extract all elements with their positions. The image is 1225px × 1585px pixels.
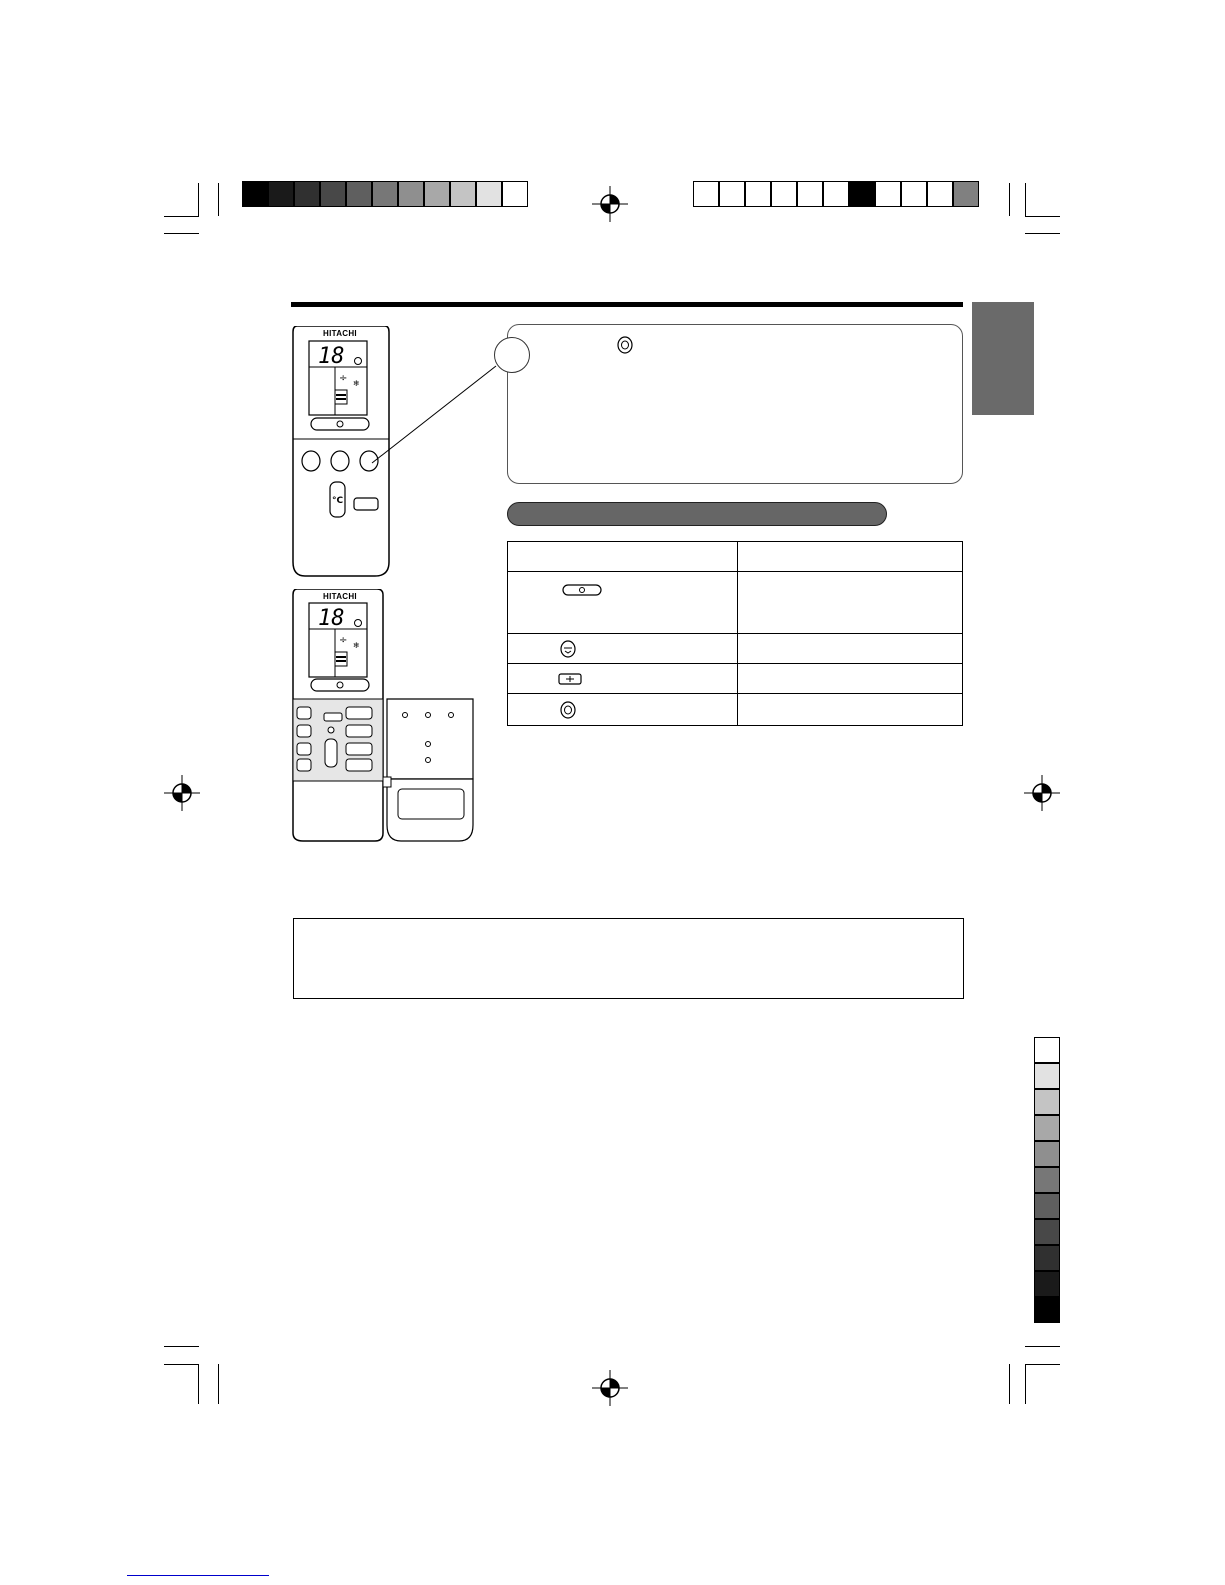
crop-mark xyxy=(1025,216,1060,217)
crop-mark xyxy=(1025,183,1026,216)
table-cell xyxy=(738,664,963,694)
color-swatch xyxy=(901,181,927,207)
color-swatch xyxy=(320,181,346,207)
color-swatch xyxy=(849,181,875,207)
timer-plus-icon xyxy=(558,673,582,685)
svg-text:÷: ÷ xyxy=(339,635,348,646)
crop-mark xyxy=(164,216,199,217)
crop-mark xyxy=(218,183,219,216)
color-swatch xyxy=(424,181,450,207)
table-cell xyxy=(738,572,963,634)
table-cell xyxy=(508,542,738,572)
color-swatch xyxy=(268,181,294,207)
crop-mark xyxy=(1025,1364,1026,1404)
crop-mark xyxy=(164,1346,199,1347)
crop-mark xyxy=(1025,1346,1060,1347)
crop-mark xyxy=(1025,233,1060,234)
table-row xyxy=(508,572,963,634)
color-swatch xyxy=(927,181,953,207)
remote-display-temp: 18 xyxy=(318,344,345,369)
swing-icon xyxy=(560,640,576,658)
color-swatch xyxy=(1034,1193,1060,1219)
color-swatch xyxy=(1034,1115,1060,1141)
table-row xyxy=(508,664,963,694)
instruction-box xyxy=(507,324,963,484)
table-cell xyxy=(508,694,738,726)
remote-brand-logo: HITACHI xyxy=(323,592,357,601)
color-swatch xyxy=(476,181,502,207)
registration-target-icon xyxy=(592,1370,628,1406)
table-cell xyxy=(508,572,738,634)
color-swatch xyxy=(719,181,745,207)
crop-mark xyxy=(198,1364,199,1404)
color-swatch xyxy=(1034,1063,1060,1089)
color-swatch xyxy=(346,181,372,207)
color-swatch xyxy=(1034,1297,1060,1323)
section-tab xyxy=(972,302,1034,415)
registration-target-icon xyxy=(164,775,200,811)
crop-mark xyxy=(1025,1364,1060,1365)
color-swatch xyxy=(1034,1167,1060,1193)
table-cell xyxy=(738,542,963,572)
crop-mark xyxy=(1009,1364,1010,1404)
color-swatch xyxy=(1034,1271,1060,1297)
crop-mark xyxy=(164,233,199,234)
color-swatch xyxy=(953,181,979,207)
table-cell xyxy=(508,664,738,694)
color-swatch xyxy=(450,181,476,207)
color-swatch xyxy=(1034,1089,1060,1115)
registration-target-icon xyxy=(1024,775,1060,811)
color-swatch xyxy=(1034,1245,1060,1271)
fan-mode-icon xyxy=(617,336,633,354)
table-row xyxy=(508,694,963,726)
color-swatch xyxy=(771,181,797,207)
color-swatch xyxy=(398,181,424,207)
svg-text:❄: ❄ xyxy=(353,641,360,650)
crop-mark xyxy=(218,1364,219,1404)
color-swatch xyxy=(797,181,823,207)
header-rule xyxy=(291,302,963,307)
table-cell xyxy=(738,634,963,664)
svg-text:°C: °C xyxy=(332,496,344,506)
color-swatch xyxy=(502,181,528,207)
crop-mark xyxy=(164,1364,199,1365)
color-swatch xyxy=(1034,1141,1060,1167)
svg-text:÷: ÷ xyxy=(339,373,348,384)
color-swatch xyxy=(294,181,320,207)
table-cell xyxy=(508,634,738,664)
color-swatch xyxy=(875,181,901,207)
page-link-underline[interactable] xyxy=(127,1575,269,1576)
remote-brand-logo: HITACHI xyxy=(323,329,357,338)
color-swatch xyxy=(823,181,849,207)
color-swatch xyxy=(693,181,719,207)
color-swatch xyxy=(372,181,398,207)
table-cell xyxy=(738,694,963,726)
color-swatch xyxy=(242,181,268,207)
step-number-circle xyxy=(494,337,530,373)
color-swatch xyxy=(1034,1037,1060,1063)
svg-text:❄: ❄ xyxy=(353,379,360,388)
operation-table xyxy=(507,541,963,726)
crop-mark xyxy=(1009,183,1010,216)
note-box xyxy=(293,918,964,999)
on-off-button-icon xyxy=(562,584,602,596)
remote-display-temp: 18 xyxy=(318,606,345,631)
table-row xyxy=(508,542,963,572)
fan-mode-icon xyxy=(560,701,576,719)
registration-target-icon xyxy=(592,186,628,222)
callout-leader-line xyxy=(370,360,510,470)
color-swatch xyxy=(1034,1219,1060,1245)
color-swatch xyxy=(745,181,771,207)
crop-mark xyxy=(198,183,199,216)
section-heading-bar xyxy=(507,502,887,526)
table-row xyxy=(508,634,963,664)
